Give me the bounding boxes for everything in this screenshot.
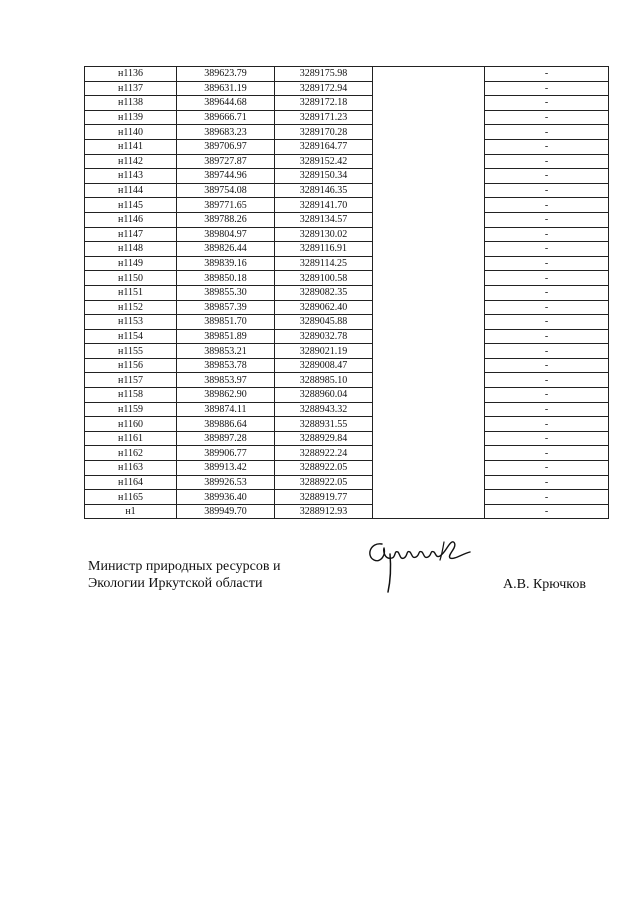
x-coordinate-cell: 389826.44 <box>177 242 275 257</box>
note-cell: - <box>485 110 609 125</box>
empty-cell <box>373 125 485 140</box>
table-row <box>85 154 609 169</box>
table-row <box>85 504 609 519</box>
point-cell: н1159 <box>85 402 177 417</box>
empty-cell <box>373 446 485 461</box>
y-coordinate-cell: 3289134.57 <box>275 212 373 227</box>
x-coordinate-cell: 389851.89 <box>177 329 275 344</box>
y-coordinate-cell: 3289164.77 <box>275 139 373 154</box>
note-cell: - <box>485 139 609 154</box>
signatory-title <box>88 558 280 592</box>
x-coordinate-cell: 389862.90 <box>177 388 275 403</box>
empty-cell <box>373 242 485 257</box>
table-row <box>85 344 609 359</box>
empty-cell <box>373 227 485 242</box>
y-coordinate-cell: 3289170.28 <box>275 125 373 140</box>
x-coordinate-cell: 389897.28 <box>177 431 275 446</box>
table-row <box>85 475 609 490</box>
note-cell: - <box>485 461 609 476</box>
note-cell: - <box>485 373 609 388</box>
y-coordinate-cell: 3288922.05 <box>275 475 373 490</box>
signatory-title-line-1: Министр природных ресурсов и <box>88 559 281 574</box>
y-coordinate-cell: 3288943.32 <box>275 402 373 417</box>
note-cell: - <box>485 81 609 96</box>
y-coordinate-cell: 3289062.40 <box>275 300 373 315</box>
signatory-name: А.В. Крючков <box>503 577 586 592</box>
empty-cell <box>373 139 485 154</box>
table-row <box>85 490 609 505</box>
point-cell: н1142 <box>85 154 177 169</box>
note-cell: - <box>485 285 609 300</box>
note-cell: - <box>485 183 609 198</box>
y-coordinate-cell: 3289114.25 <box>275 256 373 271</box>
y-coordinate-cell: 3288929.84 <box>275 431 373 446</box>
note-cell: - <box>485 154 609 169</box>
y-coordinate-cell: 3289045.88 <box>275 315 373 330</box>
y-coordinate-cell: 3289008.47 <box>275 358 373 373</box>
point-cell: н1161 <box>85 431 177 446</box>
empty-cell <box>373 490 485 505</box>
table-row <box>85 110 609 125</box>
point-cell: н1156 <box>85 358 177 373</box>
empty-cell <box>373 81 485 96</box>
point-cell: н1137 <box>85 81 177 96</box>
y-coordinate-cell: 3289175.98 <box>275 67 373 82</box>
y-coordinate-cell: 3289082.35 <box>275 285 373 300</box>
x-coordinate-cell: 389623.79 <box>177 67 275 82</box>
note-cell: - <box>485 271 609 286</box>
empty-cell <box>373 154 485 169</box>
note-cell: - <box>485 256 609 271</box>
empty-cell <box>373 67 485 82</box>
x-coordinate-cell: 389853.97 <box>177 373 275 388</box>
point-cell: н1143 <box>85 169 177 184</box>
empty-cell <box>373 388 485 403</box>
x-coordinate-cell: 389683.23 <box>177 125 275 140</box>
coordinates-table <box>84 66 609 519</box>
table-row <box>85 125 609 140</box>
x-coordinate-cell: 389771.65 <box>177 198 275 213</box>
note-cell: - <box>485 169 609 184</box>
point-cell: н1151 <box>85 285 177 300</box>
point-cell: н1162 <box>85 446 177 461</box>
empty-cell <box>373 271 485 286</box>
point-cell: н1144 <box>85 183 177 198</box>
table-row <box>85 373 609 388</box>
point-cell: н1150 <box>85 271 177 286</box>
y-coordinate-cell: 3288912.93 <box>275 504 373 519</box>
x-coordinate-cell: 389936.40 <box>177 490 275 505</box>
x-coordinate-cell: 389926.53 <box>177 475 275 490</box>
y-coordinate-cell: 3289100.58 <box>275 271 373 286</box>
empty-cell <box>373 198 485 213</box>
x-coordinate-cell: 389839.16 <box>177 256 275 271</box>
y-coordinate-cell: 3289146.35 <box>275 183 373 198</box>
table-row <box>85 67 609 82</box>
point-cell: н1158 <box>85 388 177 403</box>
note-cell: - <box>485 431 609 446</box>
point-cell: н1139 <box>85 110 177 125</box>
table-row <box>85 329 609 344</box>
point-cell: н1152 <box>85 300 177 315</box>
y-coordinate-cell: 3288922.05 <box>275 461 373 476</box>
y-coordinate-cell: 3289171.23 <box>275 110 373 125</box>
x-coordinate-cell: 389754.08 <box>177 183 275 198</box>
y-coordinate-cell: 3288919.77 <box>275 490 373 505</box>
point-cell: н1138 <box>85 96 177 111</box>
empty-cell <box>373 256 485 271</box>
x-coordinate-cell: 389949.70 <box>177 504 275 519</box>
table-row <box>85 388 609 403</box>
x-coordinate-cell: 389853.78 <box>177 358 275 373</box>
table-row <box>85 183 609 198</box>
empty-cell <box>373 110 485 125</box>
empty-cell <box>373 431 485 446</box>
note-cell: - <box>485 227 609 242</box>
y-coordinate-cell: 3289172.18 <box>275 96 373 111</box>
table-row <box>85 285 609 300</box>
y-coordinate-cell: 3289152.42 <box>275 154 373 169</box>
note-cell: - <box>485 490 609 505</box>
point-cell: н1160 <box>85 417 177 432</box>
empty-cell <box>373 402 485 417</box>
point-cell: н1147 <box>85 227 177 242</box>
table-row <box>85 81 609 96</box>
x-coordinate-cell: 389906.77 <box>177 446 275 461</box>
note-cell: - <box>485 329 609 344</box>
y-coordinate-cell: 3289150.34 <box>275 169 373 184</box>
point-cell: н1 <box>85 504 177 519</box>
x-coordinate-cell: 389850.18 <box>177 271 275 286</box>
point-cell: н1145 <box>85 198 177 213</box>
y-coordinate-cell: 3289116.91 <box>275 242 373 257</box>
point-cell: н1148 <box>85 242 177 257</box>
empty-cell <box>373 504 485 519</box>
table-row <box>85 358 609 373</box>
empty-cell <box>373 373 485 388</box>
table-row <box>85 402 609 417</box>
x-coordinate-cell: 389804.97 <box>177 227 275 242</box>
coordinates-table-body <box>85 67 609 519</box>
empty-cell <box>373 329 485 344</box>
y-coordinate-cell: 3289172.94 <box>275 81 373 96</box>
point-cell: н1146 <box>85 212 177 227</box>
empty-cell <box>373 300 485 315</box>
note-cell: - <box>485 242 609 257</box>
table-row <box>85 431 609 446</box>
empty-cell <box>373 315 485 330</box>
table-row <box>85 461 609 476</box>
note-cell: - <box>485 358 609 373</box>
table-row <box>85 139 609 154</box>
y-coordinate-cell: 3289021.19 <box>275 344 373 359</box>
signatory-title-line-2: Экологии Иркутской области <box>88 576 263 591</box>
x-coordinate-cell: 389727.87 <box>177 154 275 169</box>
point-cell: н1136 <box>85 67 177 82</box>
point-cell: н1163 <box>85 461 177 476</box>
y-coordinate-cell: 3289141.70 <box>275 198 373 213</box>
y-coordinate-cell: 3288922.24 <box>275 446 373 461</box>
note-cell: - <box>485 388 609 403</box>
point-cell: н1153 <box>85 315 177 330</box>
empty-cell <box>373 212 485 227</box>
table-row <box>85 212 609 227</box>
y-coordinate-cell: 3289130.02 <box>275 227 373 242</box>
empty-cell <box>373 96 485 111</box>
x-coordinate-cell: 389644.68 <box>177 96 275 111</box>
point-cell: н1157 <box>85 373 177 388</box>
y-coordinate-cell: 3288960.04 <box>275 388 373 403</box>
note-cell: - <box>485 300 609 315</box>
empty-cell <box>373 417 485 432</box>
table-row <box>85 169 609 184</box>
table-row <box>85 271 609 286</box>
note-cell: - <box>485 212 609 227</box>
table-row <box>85 256 609 271</box>
table-row <box>85 417 609 432</box>
x-coordinate-cell: 389913.42 <box>177 461 275 476</box>
x-coordinate-cell: 389788.26 <box>177 212 275 227</box>
empty-cell <box>373 461 485 476</box>
note-cell: - <box>485 446 609 461</box>
empty-cell <box>373 344 485 359</box>
x-coordinate-cell: 389631.19 <box>177 81 275 96</box>
y-coordinate-cell: 3289032.78 <box>275 329 373 344</box>
x-coordinate-cell: 389874.11 <box>177 402 275 417</box>
table-row <box>85 446 609 461</box>
y-coordinate-cell: 3288931.55 <box>275 417 373 432</box>
note-cell: - <box>485 344 609 359</box>
point-cell: н1140 <box>85 125 177 140</box>
note-cell: - <box>485 417 609 432</box>
x-coordinate-cell: 389855.30 <box>177 285 275 300</box>
x-coordinate-cell: 389744.96 <box>177 169 275 184</box>
empty-cell <box>373 358 485 373</box>
point-cell: н1155 <box>85 344 177 359</box>
point-cell: н1149 <box>85 256 177 271</box>
table-row <box>85 242 609 257</box>
x-coordinate-cell: 389706.97 <box>177 139 275 154</box>
table-row <box>85 300 609 315</box>
point-cell: н1164 <box>85 475 177 490</box>
x-coordinate-cell: 389851.70 <box>177 315 275 330</box>
note-cell: - <box>485 402 609 417</box>
note-cell: - <box>485 198 609 213</box>
x-coordinate-cell: 389886.64 <box>177 417 275 432</box>
x-coordinate-cell: 389857.39 <box>177 300 275 315</box>
handwritten-signature-icon <box>360 530 480 600</box>
table-row <box>85 198 609 213</box>
note-cell: - <box>485 125 609 140</box>
x-coordinate-cell: 389853.21 <box>177 344 275 359</box>
empty-cell <box>373 475 485 490</box>
point-cell: н1141 <box>85 139 177 154</box>
table-row <box>85 315 609 330</box>
note-cell: - <box>485 315 609 330</box>
empty-cell <box>373 183 485 198</box>
note-cell: - <box>485 96 609 111</box>
note-cell: - <box>485 504 609 519</box>
x-coordinate-cell: 389666.71 <box>177 110 275 125</box>
note-cell: - <box>485 67 609 82</box>
table-row <box>85 227 609 242</box>
point-cell: н1154 <box>85 329 177 344</box>
note-cell: - <box>485 475 609 490</box>
y-coordinate-cell: 3288985.10 <box>275 373 373 388</box>
empty-cell <box>373 169 485 184</box>
point-cell: н1165 <box>85 490 177 505</box>
empty-cell <box>373 285 485 300</box>
table-row <box>85 96 609 111</box>
